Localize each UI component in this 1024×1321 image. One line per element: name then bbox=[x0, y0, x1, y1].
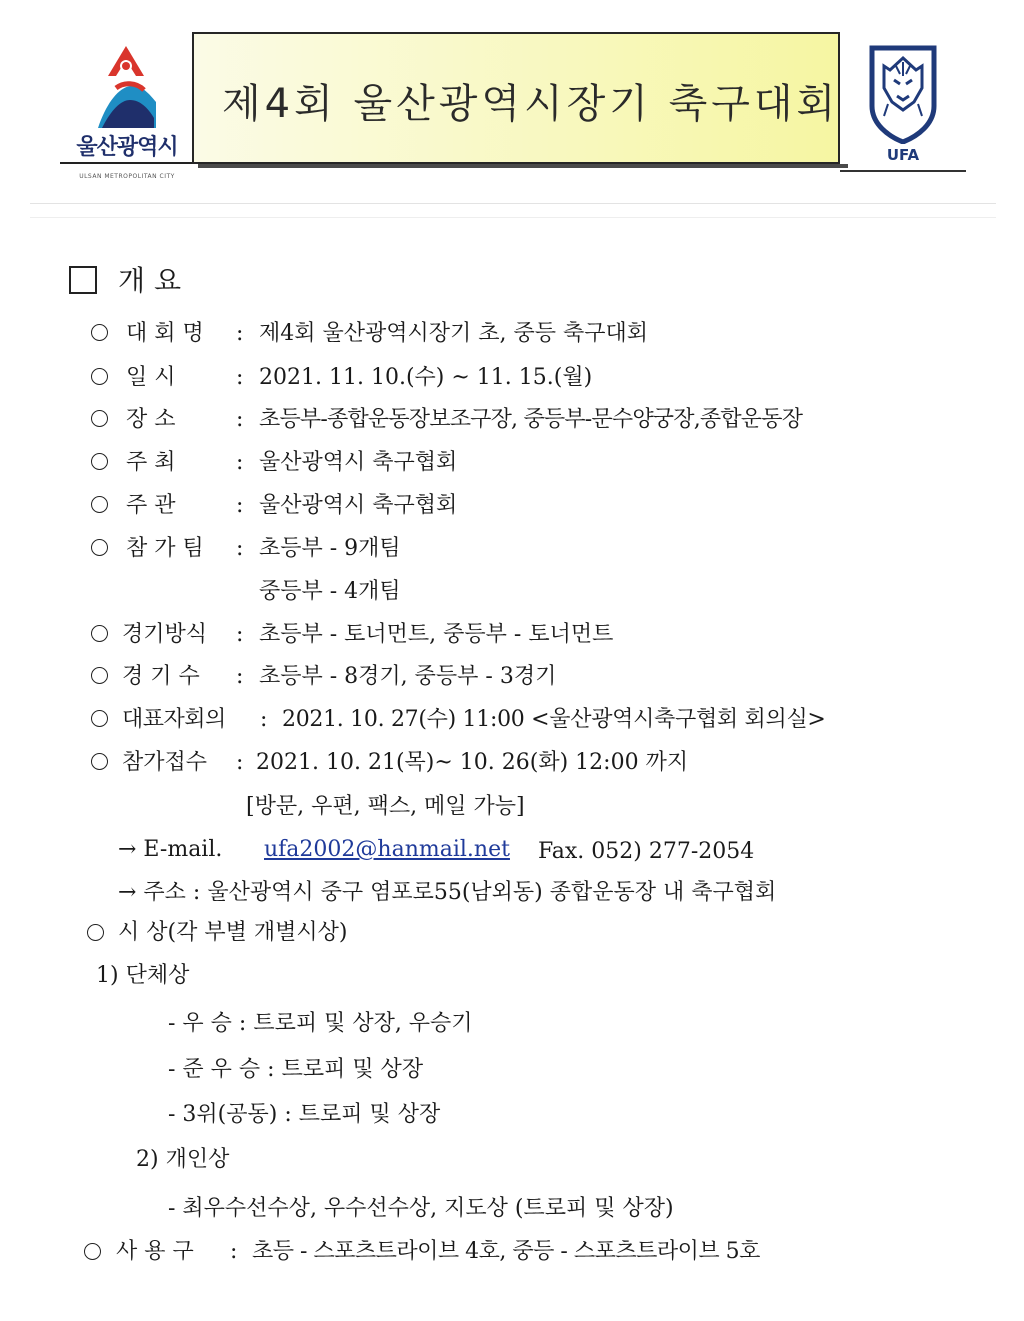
ufa-logo bbox=[866, 44, 940, 166]
colon: : bbox=[236, 321, 244, 346]
title-banner-shadow bbox=[198, 164, 848, 168]
colon: : bbox=[236, 664, 244, 689]
bullet-icon bbox=[91, 667, 108, 684]
item-label: 경 기 수 bbox=[122, 664, 200, 689]
city-name: 울산광역시 bbox=[76, 135, 178, 160]
bullet-icon bbox=[91, 368, 108, 385]
bullet-icon bbox=[91, 453, 108, 470]
email-link[interactable]: ufa2002@hanmail.net bbox=[264, 837, 510, 862]
bullet-icon bbox=[91, 625, 108, 642]
item-value: 울산광역시 축구협회 bbox=[259, 493, 458, 518]
colon: : bbox=[236, 536, 244, 561]
section-title: 개 요 bbox=[118, 264, 181, 297]
awards-title: 시 상(각 부별 개별시상) bbox=[118, 920, 348, 945]
group-award-item: - 3위(공동) : 트로피 및 상장 bbox=[168, 1102, 441, 1127]
scan-line bbox=[30, 203, 996, 204]
item-value: 초등 - 스포츠트라이브 4호, 중등 - 스포츠트라이브 5호 bbox=[252, 1239, 760, 1264]
group-award-title: 1) 단체상 bbox=[96, 963, 190, 988]
bullet-icon bbox=[91, 410, 108, 427]
item-label: 장 소 bbox=[126, 407, 176, 432]
item-label: 주 최 bbox=[126, 450, 176, 475]
item-label: 대표자회의 bbox=[122, 707, 226, 732]
item-label: 대 회 명 bbox=[126, 321, 204, 346]
item-value: 초등부-종합운동장보조구장, 중등부-문수양궁장,종합운동장 bbox=[259, 407, 803, 432]
colon: : bbox=[236, 407, 244, 432]
item-label: 일 시 bbox=[126, 365, 176, 390]
bullet-icon bbox=[91, 539, 108, 556]
colon: : bbox=[230, 1239, 238, 1264]
item-value: 2021. 11. 10.(수) ~ 11. 15.(월) bbox=[259, 365, 593, 390]
colon: : bbox=[236, 750, 244, 775]
bullet-icon bbox=[91, 324, 108, 341]
item-value: 울산광역시 축구협회 bbox=[259, 450, 458, 475]
email-prefix: → E-mail. bbox=[118, 837, 223, 862]
bullet-icon bbox=[91, 710, 108, 727]
item-label: 참 가 팀 bbox=[126, 536, 204, 561]
bullet-icon bbox=[84, 1243, 101, 1260]
individual-award-title: 2) 개인상 bbox=[136, 1147, 230, 1172]
fax-number: Fax. 052) 277-2054 bbox=[538, 839, 755, 864]
ulsan-city-logo bbox=[62, 38, 186, 180]
group-award-item: - 우 승 : 트로피 및 상장, 우승기 bbox=[168, 1011, 473, 1036]
item-value: 제4회 울산광역시장기 초, 중등 축구대회 bbox=[259, 321, 648, 346]
colon: : bbox=[236, 622, 244, 647]
colon: : bbox=[260, 707, 268, 732]
item-label: 경기방식 bbox=[122, 622, 208, 647]
title-banner bbox=[192, 32, 840, 164]
city-emblem-icon bbox=[96, 42, 158, 130]
header-divider-right bbox=[840, 170, 966, 172]
item-value: 초등부 - 토너먼트, 중등부 - 토너먼트 bbox=[259, 622, 614, 647]
page-title: 제4회 울산광역시장기 축구대회 bbox=[222, 81, 840, 127]
bullet-icon bbox=[91, 753, 108, 770]
individual-award-item: - 최우수선수상, 우수선수상, 지도상 (트로피 및 상장) bbox=[168, 1196, 674, 1221]
colon: : bbox=[236, 493, 244, 518]
ufa-logo-text: UFA bbox=[886, 146, 920, 164]
item-label: 주 관 bbox=[126, 493, 176, 518]
group-award-item: - 준 우 승 : 트로피 및 상장 bbox=[168, 1057, 424, 1082]
item-label: 참가접수 bbox=[122, 750, 208, 775]
section-checkbox-icon bbox=[69, 266, 97, 294]
item-label: 사 용 구 bbox=[116, 1239, 194, 1264]
bullet-icon bbox=[87, 924, 104, 941]
bullet-icon bbox=[91, 496, 108, 513]
item-value: 초등부 - 8경기, 중등부 - 3경기 bbox=[259, 664, 557, 689]
item-value: 2021. 10. 27(수) 11:00 <울산광역시축구협회 회의실> bbox=[282, 707, 826, 732]
city-name-english: ULSAN METROPOLITAN CITY bbox=[79, 173, 175, 180]
scan-line bbox=[30, 217, 996, 218]
item-value: 2021. 10. 21(목)~ 10. 26(화) 12:00 까지 bbox=[256, 750, 689, 775]
item-value: 초등부 - 9개팀 bbox=[259, 536, 401, 561]
colon: : bbox=[236, 365, 244, 390]
header-divider-left bbox=[60, 162, 192, 164]
tiger-crest-icon bbox=[866, 44, 940, 144]
item-value-secondary: 중등부 - 4개팀 bbox=[259, 579, 401, 604]
registration-methods: [방문, 우편, 팩스, 메일 가능] bbox=[246, 794, 525, 819]
colon: : bbox=[236, 450, 244, 475]
address: → 주소 : 울산광역시 중구 염포로55(남외동) 종합운동장 내 축구협회 bbox=[118, 880, 777, 905]
